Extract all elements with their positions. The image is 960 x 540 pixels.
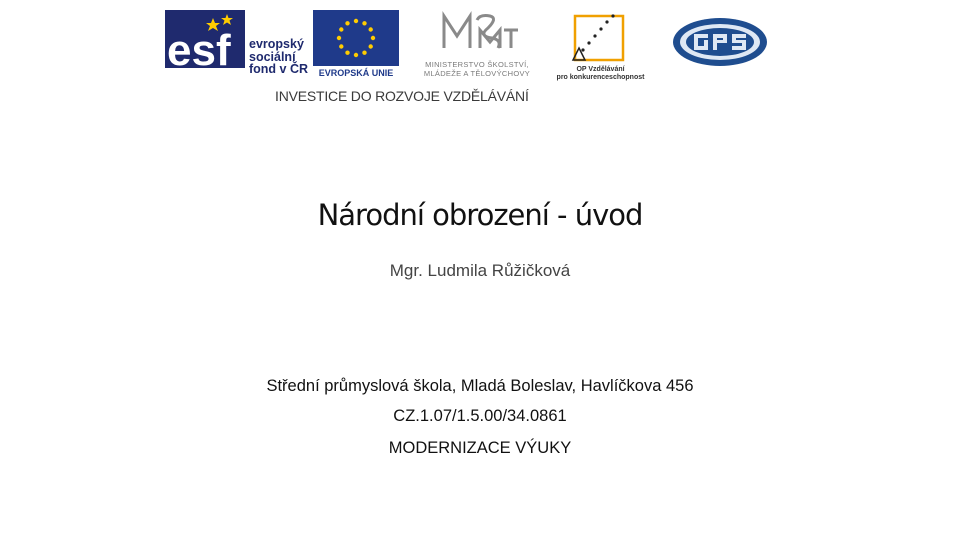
msmt-caption: [402, 60, 552, 78]
op-logo: [553, 8, 648, 80]
logo-strip: [0, 0, 960, 120]
program-name: MODERNIZACE VÝUKY: [388, 439, 572, 457]
eu-logo: [313, 10, 399, 80]
op-caption-line2: pro konkurenceschopnost: [556, 74, 645, 81]
msmt-caption-line1: MINISTERSTVO ŠKOLSTVÍ,: [425, 60, 529, 69]
sps-logo-icon: [670, 14, 770, 70]
slide-author: Mgr. Ludmila Růžičková: [389, 261, 571, 280]
eu-flag-icon: [313, 10, 399, 66]
eu-caption: EVROPSKÁ UNIE: [318, 68, 394, 78]
project-code: CZ.1.07/1.5.00/34.0861: [393, 407, 567, 425]
esf-logo: [165, 10, 310, 80]
msmt-emblem-icon: [402, 8, 552, 58]
school-line: Střední průmyslová škola, Mladá Boleslav, Havlíčkova 456: [266, 377, 694, 395]
svg-text:esf: esf: [167, 26, 231, 75]
investice-banner: INVESTICE DO ROZVOJE VZDĚLÁVÁNÍ: [275, 88, 529, 104]
op-emblem-icon: [553, 8, 648, 64]
msmt-logo: [402, 8, 552, 80]
sps-logo: [670, 14, 770, 70]
slide-title: Národní obrození - úvod: [317, 198, 643, 232]
esf-caption-text: evropský sociální fond v ČR: [249, 37, 309, 76]
op-caption-line1: OP Vzdělávání: [576, 66, 625, 73]
esf-caption: [249, 38, 309, 76]
op-caption: [553, 66, 648, 82]
msmt-caption-line2: MLÁDEŽE A TĚLOVÝCHOVY: [423, 69, 531, 78]
